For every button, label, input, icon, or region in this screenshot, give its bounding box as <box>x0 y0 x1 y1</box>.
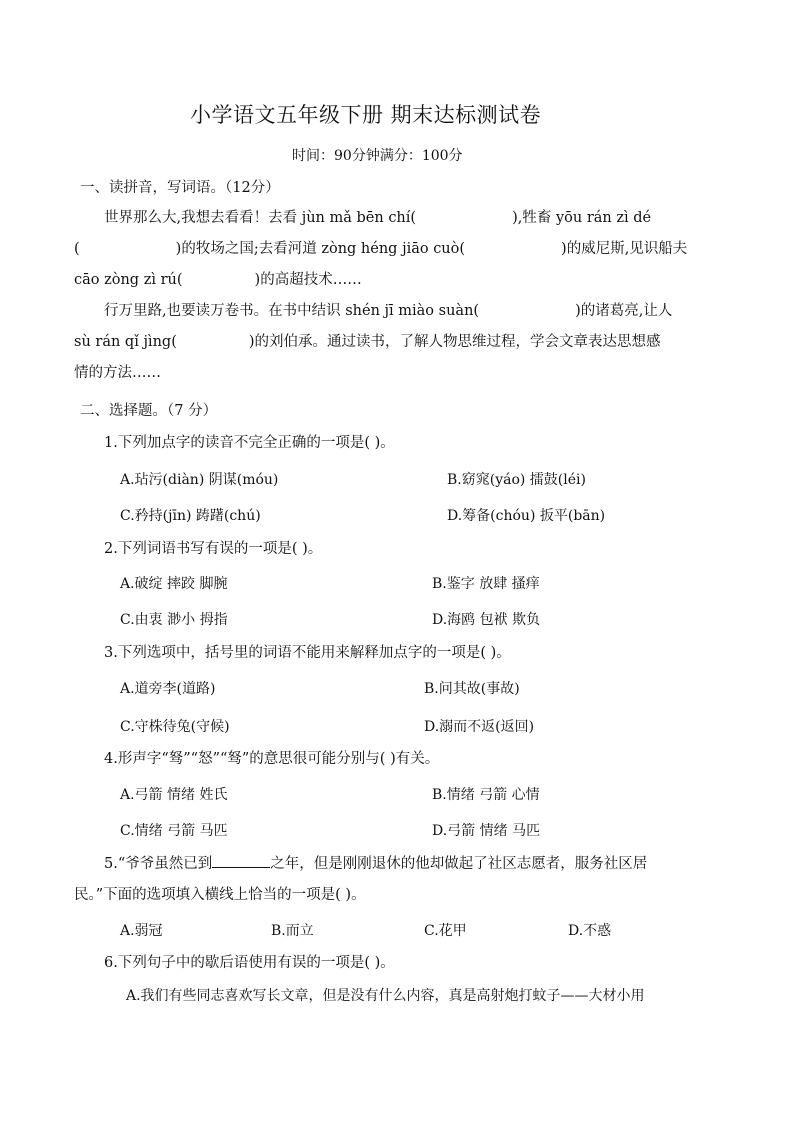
text: )的威尼斯,见识船夫 <box>561 241 688 257</box>
text: ( <box>74 241 80 257</box>
question-4-option-a[interactable]: A.弓箭 情绪 姓氏 <box>120 787 228 803</box>
text: ),牲畜 yōu rán zì dé <box>512 210 652 226</box>
text: )的诸葛亮,让人 <box>575 303 673 319</box>
question-2-option-a[interactable]: A.破绽 摔跤 脚腕 <box>120 576 228 592</box>
question-1-option-d[interactable]: D.筹备(chóu) 扳平(bān) <box>447 508 606 524</box>
text: )的高超技术…… <box>254 272 362 288</box>
exam-info: 时间：90分钟满分：100分 <box>292 148 463 164</box>
text: cāo zòng zì rú( <box>74 272 183 288</box>
question-1-option-c[interactable]: C.矜持(jīn) 踌躇(chú) <box>120 508 261 524</box>
question-4-stem: 4.形声字“驽”“怒”“驽”的意思很可能分别与( )有关。 <box>104 751 440 767</box>
question-3-option-b[interactable]: B.问其故(事故) <box>424 681 520 697</box>
text: sù rán qǐ jìng( <box>74 334 177 350</box>
question-4-option-b[interactable]: B.情绪 弓箭 心情 <box>432 787 540 803</box>
question-4-option-c[interactable]: C.情绪 弓箭 马匹 <box>120 823 228 839</box>
pinyin-line-3 <box>74 268 362 289</box>
question-4-option-d[interactable]: D.弓箭 情绪 马匹 <box>432 823 541 839</box>
question-1-option-b[interactable]: B.窈窕(yáo) 擂鼓(léi) <box>447 472 586 488</box>
pinyin-line-6: 情的方法…… <box>74 365 161 381</box>
text: 世界那么大,我想去看看！去看 jùn mǎ bēn chí( <box>104 210 417 226</box>
question-2-option-c[interactable]: C.由衷 渺小 拇指 <box>120 612 228 628</box>
pinyin-line-1 <box>104 206 651 227</box>
text: 5.“爷爷虽然已到 <box>104 856 213 872</box>
pinyin-line-4 <box>104 299 672 320</box>
text: 行万里路,也要读万卷书。在书中结识 shén jī miào suàn( <box>104 303 480 319</box>
section-2-heading: 二、选择题。（7 分） <box>80 403 218 419</box>
text: )的刘伯承。通过读书，了解人物思维过程，学会文章表达思想感 <box>248 334 661 350</box>
text: )的牧场之国;去看河道 zòng héng jiāo cuò( <box>175 241 466 257</box>
pinyin-line-5 <box>74 330 661 351</box>
question-5-option-c[interactable]: C.花甲 <box>424 923 467 939</box>
text: 之年，但是刚刚退休的他却做起了社区志愿者，服务社区居 <box>270 856 648 872</box>
question-1-option-a[interactable]: A.玷污(diàn) 阴谋(móu) <box>120 472 279 488</box>
pinyin-line-2 <box>74 237 687 258</box>
question-6-stem: 6.下列句子中的歇后语使用有误的一项是( )。 <box>104 955 395 971</box>
question-5-option-a[interactable]: A.弱冠 <box>120 923 163 939</box>
question-6-option-a[interactable]: A.我们有些同志喜欢写长文章，但是没有什么内容，真是高射炮打蚊子——大材小用 <box>126 988 645 1004</box>
page-title: 小学语文五年级下册 期末达标测试卷 <box>190 103 542 127</box>
question-5-option-d[interactable]: D.不惑 <box>568 923 612 939</box>
section-1-heading: 一、读拼音，写词语。（12分） <box>80 180 280 196</box>
question-2-stem: 2.下列词语书写有误的一项是( )。 <box>104 541 323 557</box>
question-5-option-b[interactable]: B.而立 <box>271 923 314 939</box>
question-5-stem-line-2: 民。”下面的选项填入横线上恰当的一项是( )。 <box>74 887 366 903</box>
fill-in-underline[interactable] <box>212 853 270 868</box>
question-5-stem-line-1 <box>104 852 647 873</box>
question-3-option-a[interactable]: A.道旁李(道路) <box>120 681 216 697</box>
question-3-option-c[interactable]: C.守株待兔(守候) <box>120 719 230 735</box>
question-3-option-d[interactable]: D.溺而不返(返回) <box>424 719 535 735</box>
question-2-option-d[interactable]: D.海鸥 包袱 欺负 <box>432 612 541 628</box>
question-3-stem: 3.下列选项中，括号里的词语不能用来解释加点字的一项是( )。 <box>104 645 511 661</box>
question-2-option-b[interactable]: B.鉴字 放肆 搔痒 <box>432 576 540 592</box>
question-1-stem: 1.下列加点字的读音不完全正确的一项是( )。 <box>104 435 395 451</box>
